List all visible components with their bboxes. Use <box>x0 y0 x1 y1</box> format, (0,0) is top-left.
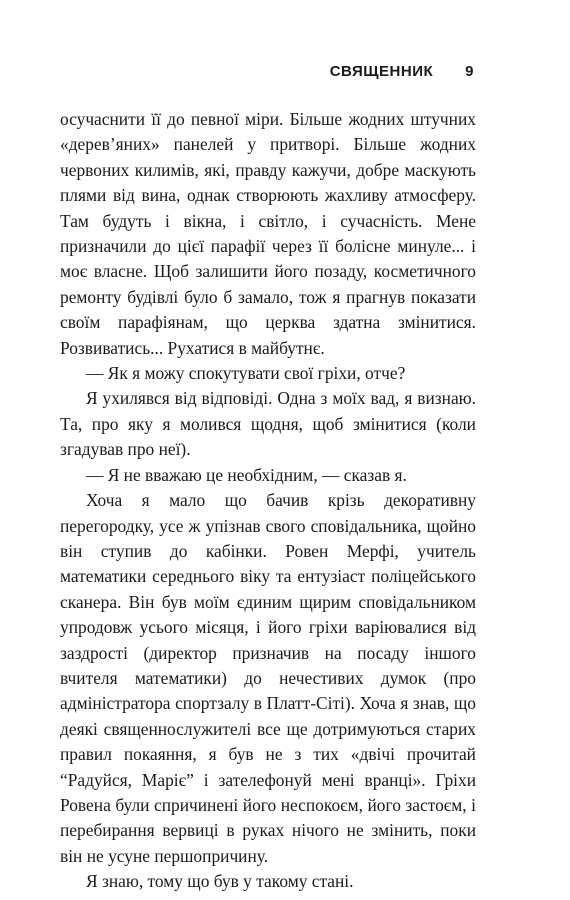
text-body <box>60 107 476 895</box>
running-head <box>330 63 474 80</box>
paragraph: Хоча я мало що бачив крізь декоративну перегородку, усе ж упізнав свого сповідальника, щойно він ступив до кабінки. Ровен Мерфі, учитель математики середнього віку та ентузіаст поліцейського сканера. Він був моїм єдиним щирим сповідальником упродовж усього місяця, і його гріхи варіювалися від заздрості (директор призначив на посаду іншого вчителя математики) до нечестивих думок (про адміністратора спортзалу в Платт-Сіті). Хоча я знав, що деякі священнослужителі все ще дотримуються старих правил покаяння, я був не з тих «двічі прочитай “Радуйся, Маріє” і зателефонуй мені вранці». Гріхи Ровена були спричинені його неспокоєм, його застоєм, і перебирання вервиці в руках нічого не змінить, поки він не усуне першопричину. <box>60 490 476 866</box>
paragraph: — Як я можу спокутувати свої гріхи, отче? <box>86 363 406 384</box>
paragraph: Я ухилявся від відповіді. Одна з моїх вад, я визнаю. Та, про яку я молився щодня, щоб змінитися (коли згадував про неї). <box>60 388 476 460</box>
page-number: 9 <box>465 63 474 80</box>
paragraph: осучаснити її до певної міри. Більше жодних штучних «дерев’яних» панелей у притворі. Більше жодних червоних килимів, які, правду кажучи, добре маскують плями від вина, однак створюють жахливу атмосферу. Там будуть і вікна, і світло, і сучасність. Мене призначили до цієї парафії через її болісне минуле... і моє власне. Щоб залишити його позаду, косметичного ремонту будівлі було б замало, тож я прагнув показати своїм парафіянам, що церква здатна змінитися. Розвиватись... Рухатися в майбутнє. <box>60 109 476 358</box>
paragraph: — Я не вважаю це необхідним, — сказав я. <box>86 464 407 485</box>
paragraph: Я знаю, тому що був у такому стані. <box>86 871 354 892</box>
running-title: СВЯЩЕННИК <box>329 63 434 80</box>
